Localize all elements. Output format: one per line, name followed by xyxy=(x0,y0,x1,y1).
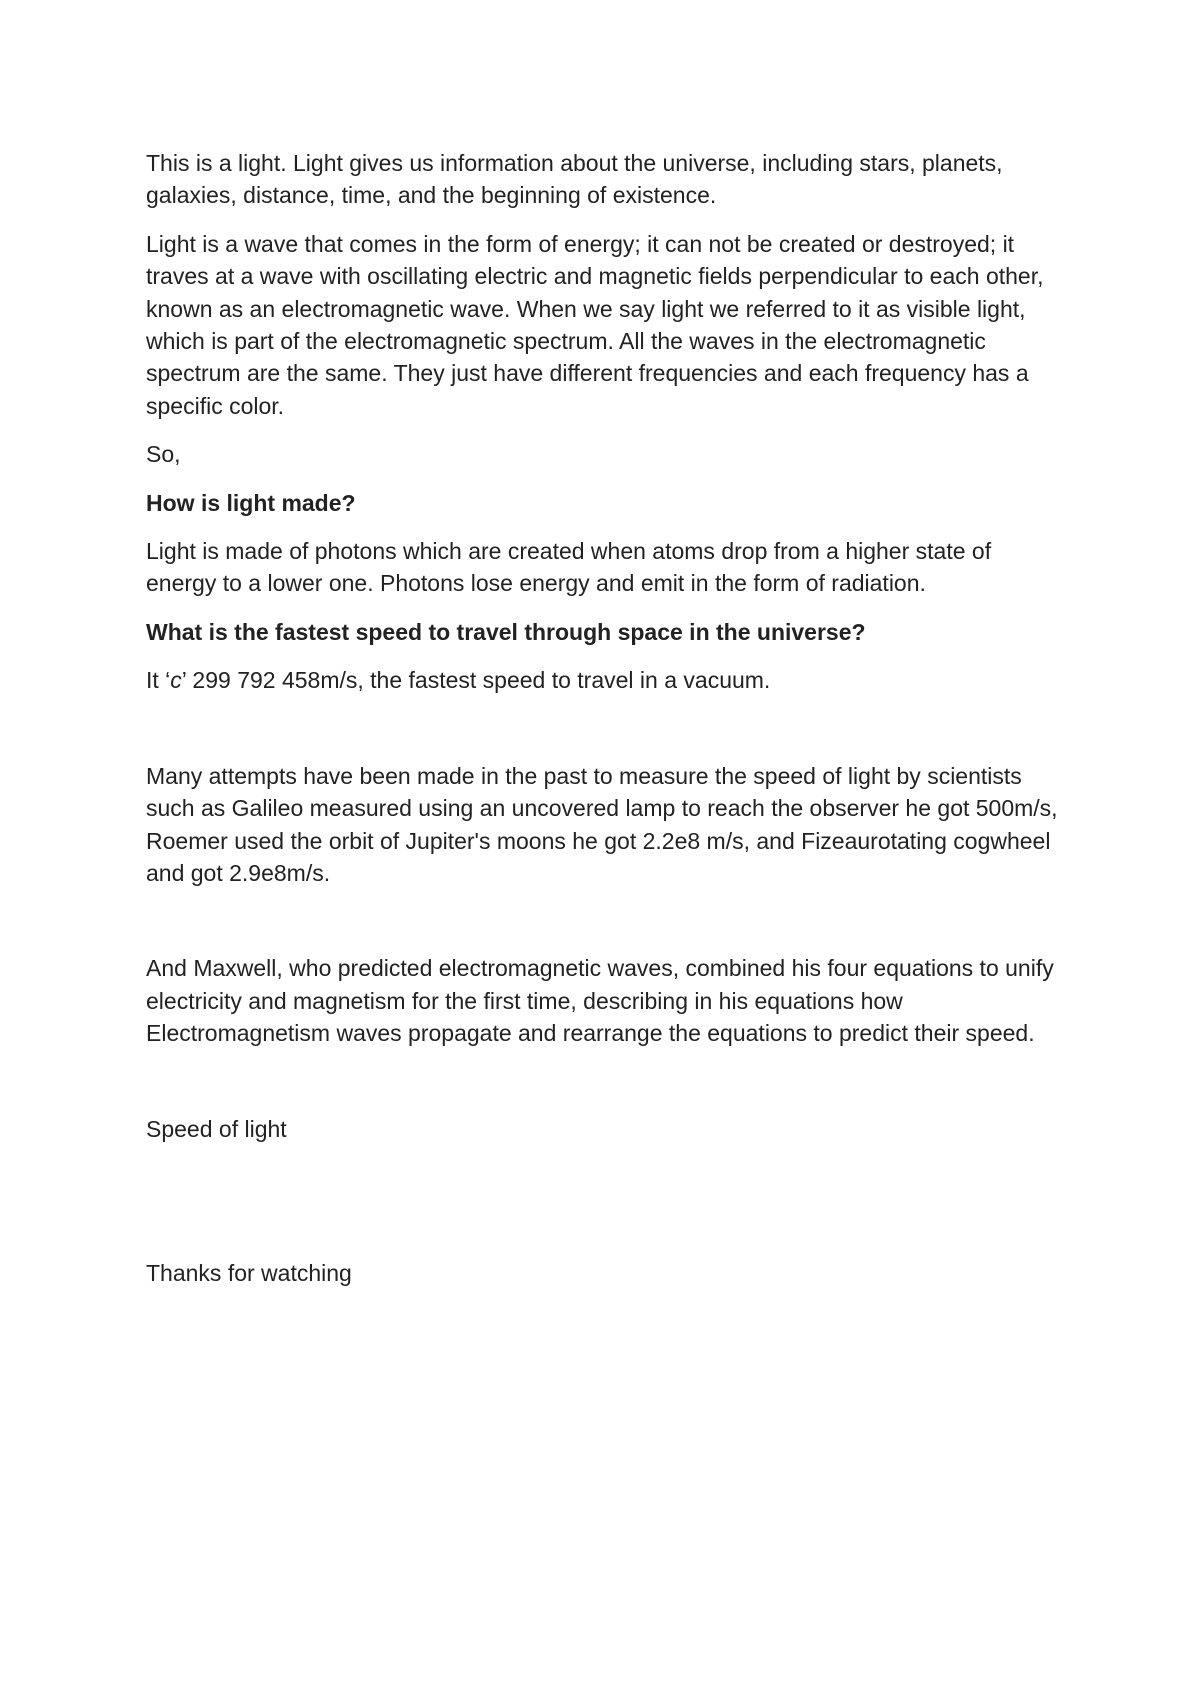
speed-c-symbol: c xyxy=(170,667,182,694)
maxwell-paragraph: And Maxwell, who predicted electromagnetic waves, combined his four equations to unify electricity and magnetism for the first time, describing in his equations how Electromagnetism waves propagate and rearrange the equations to predict their speed. xyxy=(146,955,1054,1047)
light-wave-paragraph: Light is a wave that comes in the form of energy; it can not be created or destroyed; it traves at a wave with oscillating electric and magnetic fields perpendicular to each other, known as an electromagnetic wave. When we say light we referred to it as visible light, which is part of the electromagnetic spectrum. All the waves in the electromagnetic spectrum are the same. They just have different frequencies and each frequency has a specific color. xyxy=(146,230,1044,419)
speed-of-light-value-paragraph xyxy=(146,664,1066,696)
speed-prefix: It ‘ xyxy=(146,667,171,694)
so-paragraph: So, xyxy=(146,441,181,468)
photons-paragraph: Light is made of photons which are created when atoms drop from a higher state of energy to a lower one. Photons lose energy and emit in the form of radiation. xyxy=(146,538,992,597)
measurement-attempts-paragraph: Many attempts have been made in the past to measure the speed of light by scientists such as Galileo measured using an uncovered lamp to reach the observer he got 500m/s, Roemer used the orbit of Jupiter's moons he got 2.2e8 m/s, and Fizeaurotating cogwheel and got 2.9e8m/s. xyxy=(146,762,1058,886)
thanks-paragraph: Thanks for watching xyxy=(146,1259,352,1286)
document-page xyxy=(146,147,1066,1289)
heading-how-is-light-made: How is light made? xyxy=(146,489,356,516)
speed-suffix: ’ 299 792 458m/s, the fastest speed to travel in a vacuum. xyxy=(181,667,771,694)
intro-paragraph: This is a light. Light gives us information about the universe, including stars, planets, galaxies, distance, time, and the beginning of existence. xyxy=(146,150,1003,209)
speed-of-light-label: Speed of light xyxy=(146,1115,287,1142)
heading-fastest-speed: What is the fastest speed to travel through space in the universe? xyxy=(146,618,866,645)
